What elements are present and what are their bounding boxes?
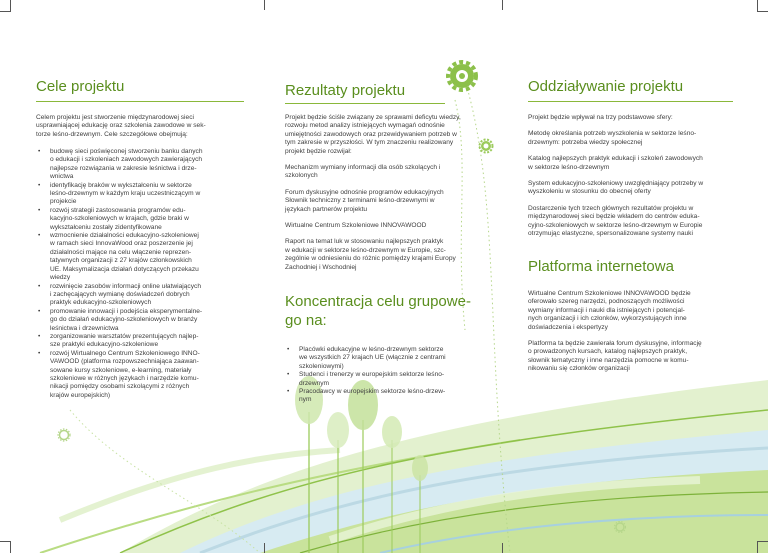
col2-item: Mechanizm wymiany informacji dla osób szkolących i szkolonych [285, 164, 441, 180]
col3-item: System edukacyjno-szkoleniowy uwzględniający potrzeby w wyszkoleniu w stosunku do obecnej oferty [528, 180, 704, 196]
crop-mark [10, 0, 11, 12]
col3-item: Projekt będzie wpływał na trzy podstawowe sfery: [528, 114, 673, 121]
crop-mark [502, 0, 503, 10]
crop-mark [757, 541, 758, 553]
crop-mark [0, 11, 10, 12]
list-item: • rozwój Wirtualnego Centrum Szkoleniowego INNO- VAWOOD (platforma rozpowszechniająca zaawan- sowane kursy szkoleniowe, e-learning, materiały szkoleniowe w różnych językach i narzędzie komu- nikacji pomiędzy osobami szkolącymi z różnych krajów europejskich) [36, 350, 251, 400]
crop-mark [10, 541, 11, 553]
col2-item: Forum dyskusyjne odnośnie programów edukacyjnych Słownik techniczny z terminami leśno-drzewnymi w językach partnerów projektu [285, 188, 444, 213]
col2-item: Wirtualne Centrum Szkoleniowe INNOVAWOOD [285, 222, 427, 230]
col3-body [528, 114, 738, 238]
list-item: • rozwinięcie zasobów informacji online ułatwiających i zachęcających wymianę doświadczeń dobrych praktyk edukacyjno-szkoleniowych [36, 283, 251, 308]
col3-item: Metodę określania potrzeb wyszkolenia w sektorze leśno- drzewnym: potrzeba wiedzy społecznej [528, 130, 697, 146]
crop-mark [264, 543, 265, 553]
crop-mark [758, 11, 768, 12]
col1-heading-rule [36, 101, 244, 102]
col2-intro: Projekt będzie ściśle związany ze sprawami deficytu wiedzy, rozwoju metod analizy istniejących wymagań odnośnie umiejętności zawodowych oraz przewidywaniem potrzeb w tym zakresie w przyszłości. W tym znaczeniu realizowany projekt będzie rozwijał: [285, 114, 461, 155]
col3-heading: Oddziaływanie projektu [528, 78, 684, 95]
list-item: • wzmocnienie działalności edukacyjno-szkoleniowej w ramach sieci InnovaWood oraz poszerzenie jej działalności mające na celu włączenie reprezen- tatywnych organizacji z 27 krajów członkowskich UE. Maksymalizacja działań dotyczących przekazu wiedzy [36, 232, 251, 282]
flower-icon [448, 62, 476, 90]
crop-mark [264, 0, 265, 10]
col2-heading-2: Koncentracja celu grupowe- go na: [285, 293, 471, 329]
col3-item: Wirtualne Centrum Szkoleniowe INNOVAWOOD będzie oferowało szereg narzędzi, podnoszących możliwości wymiany informacji i nauki dla istniejących i potencjal- nych organizacji i ich członków, wykorzystujących inne doświadczenia i ekspertyzy [528, 290, 691, 331]
crop-mark [0, 541, 10, 542]
col3-item: Platforma ta będzie zawierała forum dyskusyjne, informację o prowadzonych kursach, katalog najlepszych praktyk, słownik tematyczny i inne narzędzia pomocne w komu- nikowaniu się członków organizacji [528, 340, 702, 373]
col1-bullet-list [36, 148, 251, 400]
list-item: • promowanie innowacji i podejścia eksperymentalne- go do działań edukacyjno-szkoleniowych w branży leśnictwa i drzewnictwa [36, 308, 251, 333]
col3-item: Dostarczenie tych trzech głównych rezultatów projektu w międzynarodowej sieci będzie wkładem do centrów eduka- cyjno-szkoleniowych w sektorze leśno-drzewnym w Europie otrzymując elastyczne, spersonalizowane systemy nauki [528, 204, 703, 238]
col2-heading-rule [285, 103, 445, 104]
list-item: • rozwój strategii zastosowania programów edu- kacyjno-szkoleniowych w krajach, gdzie braki w wykształceniu zostały zidentyfikowane [36, 207, 251, 232]
list-item: • Pracodawcy w europejskim sektorze leśno-drzew- nym [285, 388, 485, 405]
col3-heading-rule [528, 101, 733, 102]
col2-bullet-list [285, 346, 485, 405]
col3-body-2 [528, 290, 738, 374]
col2-body [285, 114, 485, 272]
crop-mark [758, 541, 768, 542]
col2-heading: Rezultaty projektu [285, 82, 406, 99]
col1-intro: Celem projektu jest stworzenie międzynarodowej sieci usprawniającej edukację oraz szkolenia zawodowe w sek- torze leśno-drzewnym. Cele szczegółowe obejmują: [36, 114, 206, 138]
col3-item: Katalog najlepszych praktyk edukacji i szkoleń zawodowych w sektorze leśno-drzewnym [528, 155, 703, 171]
col2-item: Raport na temat luk w stosowaniu najlepszych praktyk w edukacji w sektorze leśno-drzewnym w Europie, szc- zególnie w odniesieniu do różnic pomiędzy krajami Europy Zachodniej i Wschodniej [285, 238, 456, 271]
list-item: • Placówki edukacyjne w leśno-drzewnym sektorze we wszystkich 27 krajach UE (włącznie z centrami szkoleniowymi) [285, 346, 485, 371]
col1-heading: Cele projektu [36, 78, 125, 95]
list-item: • Studenci i trenerzy w europejskim sektorze leśno- drzewnym [285, 371, 485, 388]
crop-mark [502, 543, 503, 553]
col3-heading-2: Platforma internetowa [528, 258, 674, 275]
list-item: • identyfikację braków w wykształceniu w sektorze leśno-drzewnym w każdym kraju uczestniczącym w projekcie [36, 182, 251, 207]
list-item: • zorganizowanie warsztatów prezentujących najlep- sze praktyki edukacyjno-szkoleniowe [36, 333, 251, 350]
flower-icon [58, 429, 70, 441]
list-item: • budowę sieci poświęconej stworzeniu banku danych o edukacji i szkoleniach zawodowych zawierających najlepsze rozwiązania w zakresie leśnictwa i drze- wnictwa [36, 148, 251, 182]
